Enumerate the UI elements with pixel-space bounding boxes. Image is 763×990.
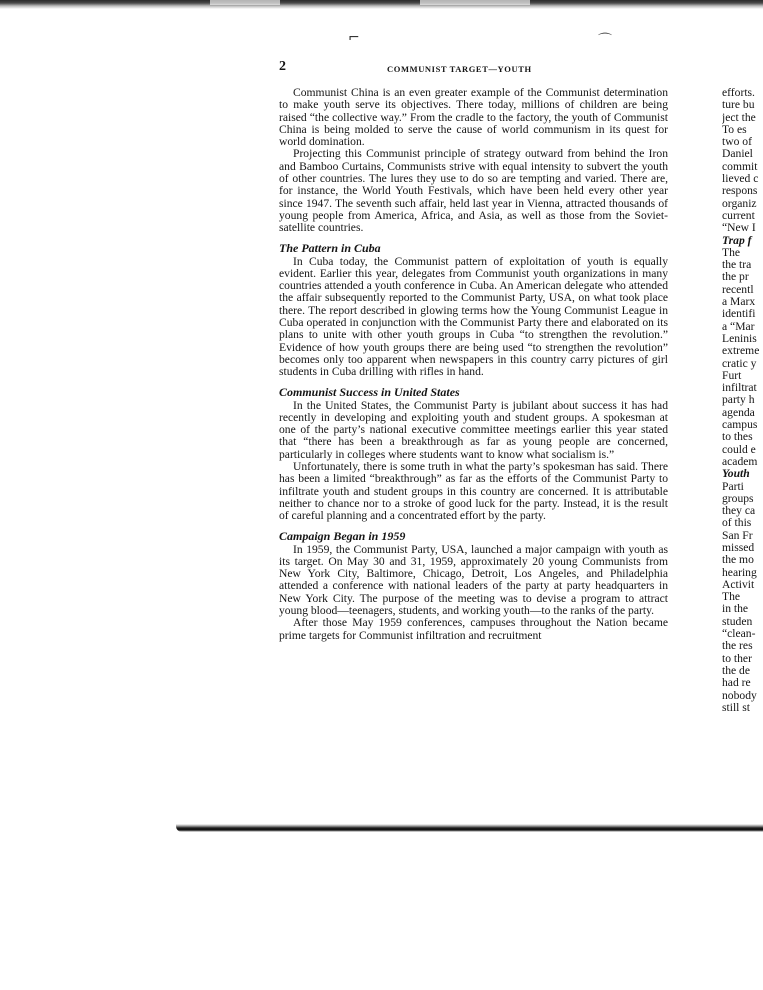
side-line: Parti: [722, 479, 744, 493]
section-heading: The Pattern in Cuba: [279, 240, 381, 255]
scan-edge-bottom: [176, 824, 763, 832]
side-line: still st: [722, 700, 751, 714]
page-number: 2: [279, 59, 286, 74]
side-line: could e: [722, 442, 756, 456]
scan-mark-left: ⌐: [348, 30, 360, 46]
scan-edge-top: [0, 0, 763, 9]
side-line: The: [722, 245, 741, 259]
side-line: the pr: [722, 270, 749, 284]
side-line: campus: [722, 418, 758, 432]
side-line: academ: [722, 454, 758, 468]
side-line: respons: [722, 184, 758, 198]
side-line: they ca: [722, 504, 756, 518]
side-line: Daniel: [722, 147, 753, 161]
side-line: Activit: [722, 577, 755, 591]
side-line: to thes: [722, 430, 753, 444]
side-line: San Fr: [722, 528, 753, 542]
side-line: a “Mar: [722, 319, 755, 333]
side-line: current: [722, 208, 755, 222]
side-line: of this: [722, 516, 752, 530]
side-line: commit: [722, 159, 758, 173]
side-line: agenda: [722, 405, 755, 419]
side-line: the mo: [722, 553, 754, 567]
side-line: infiltrat: [722, 381, 757, 395]
side-heading: Youth: [722, 467, 750, 481]
side-line: had re: [722, 676, 751, 690]
side-line: a Marx: [722, 295, 756, 309]
paragraph: In Cuba today, the Communist pattern of exploitation of youth is equally evident. Earlier this year, delegates from Communist youth organizations in many countries attended a youth conference in Cuba. An American delegate who attended the affair subsequently reported to the Communist Party, USA, on what took place there. The report described in glowing terms how the Young Communist League in Cuba operated in conjunction with the Communist Party there and elaborated on its plans to unite with other youth groups in Cuba “to strengthen the revolution.” Evidence of how youth groups there are being used “to strengthen the revolution” becomes only too apparent when newspapers in this country carry pictures of girl students in Cuba drilling with rifles in hand.: [279, 254, 668, 379]
paragraph: After those May 1959 conferences, campuses throughout the Nation became prime targets for Communist infiltration and recruitment: [279, 616, 668, 642]
scan-edge-gap: [210, 0, 280, 5]
side-line: Furt: [722, 368, 742, 382]
side-line: efforts.: [722, 87, 755, 99]
section-heading: Campaign Began in 1959: [279, 528, 406, 543]
side-line: the de: [722, 663, 751, 677]
side-line: lieved c: [722, 172, 759, 186]
scan-mark-right: ⌒: [598, 33, 612, 49]
running-head: COMMUNIST TARGET—YOUTH: [387, 64, 532, 74]
side-line: party h: [722, 393, 755, 407]
side-line: extreme: [722, 344, 760, 358]
paragraph: Projecting this Communist principle of strategy outward from behind the Iron and Bamboo Curtains, Communists strive with equal intensity to subvert the youth of other countries. The lures they use to do so are tempting and varied. There are, for instance, the World Youth Festivals, which have been held every other year since 1947. The seventh such affair, held last year in Vienna, attracted thousands of young people from America, Africa, and Asia, as well as those from the Soviet-satellite countries.: [279, 147, 668, 235]
side-line: The: [722, 590, 741, 604]
paragraph: Communist China is an even greater example of the Communist determination to make youth serve its objectives. There today, millions of children are being raised “the collective way.” From the cradle to the factory, the youth of Communist China is being molded to serve the cause of world communism in its quest for world domination.: [279, 86, 668, 149]
side-line: two of: [722, 135, 752, 149]
side-line: identifi: [722, 307, 756, 321]
side-line: cratic y: [722, 356, 757, 370]
side-line: ture bu: [722, 98, 755, 112]
main-column: [279, 87, 668, 642]
paragraph: In the United States, the Communist Party is jubilant about success it has had recently in developing and exploiting youth and student groups. A spokesman at one of the party’s national executive committee meetings earlier this year stated that “there has been a breakthrough as far as young people are concerned, particularly in colleges where students want to know what socialism is.”: [279, 398, 668, 461]
side-line: organiz: [722, 196, 757, 210]
paragraph: Unfortunately, there is some truth in what the party’s spokesman has said. There has been a limited “breakthrough” as far as the efforts of the Communist Party to infiltrate youth and student groups in this country are concerned. It is attributable neither to chance nor to a stroke of good luck for the party. Instead, it is the result of careful planning and a concentrated effort by the party.: [279, 460, 668, 523]
adjacent-page-column: [722, 87, 763, 714]
side-line: “New I: [722, 221, 756, 235]
side-line: recentl: [722, 282, 754, 296]
side-line: hearing: [722, 565, 757, 579]
side-line: in the: [722, 602, 749, 616]
side-line: studen: [722, 614, 753, 628]
paragraph: In 1959, the Communist Party, USA, launched a major campaign with youth as its target. On May 30 and 31, 1959, approximately 20 young Communists from New York City, Baltimore, Chicago, Detroit, Los Angeles, and Philadelphia attended a conference with national leaders of the party at party headquarters in New York City. The purpose of the meeting was to devise a program to attract young blood—teenagers, students, and working youth—to the ranks of the party.: [279, 542, 668, 617]
side-line: “clean-: [722, 627, 756, 641]
side-line: To es: [722, 122, 747, 136]
side-line: the tra: [722, 258, 752, 272]
side-line: nobody: [722, 688, 757, 702]
side-line: to ther: [722, 651, 752, 665]
side-heading: Trap f: [722, 233, 752, 247]
side-line: the res: [722, 639, 753, 653]
scan-edge-gap: [420, 0, 530, 5]
side-line: missed: [722, 540, 755, 554]
side-line: Leninis: [722, 331, 757, 345]
side-line: groups: [722, 491, 754, 505]
side-line: ject the: [722, 110, 756, 124]
section-heading: Communist Success in United States: [279, 384, 460, 399]
